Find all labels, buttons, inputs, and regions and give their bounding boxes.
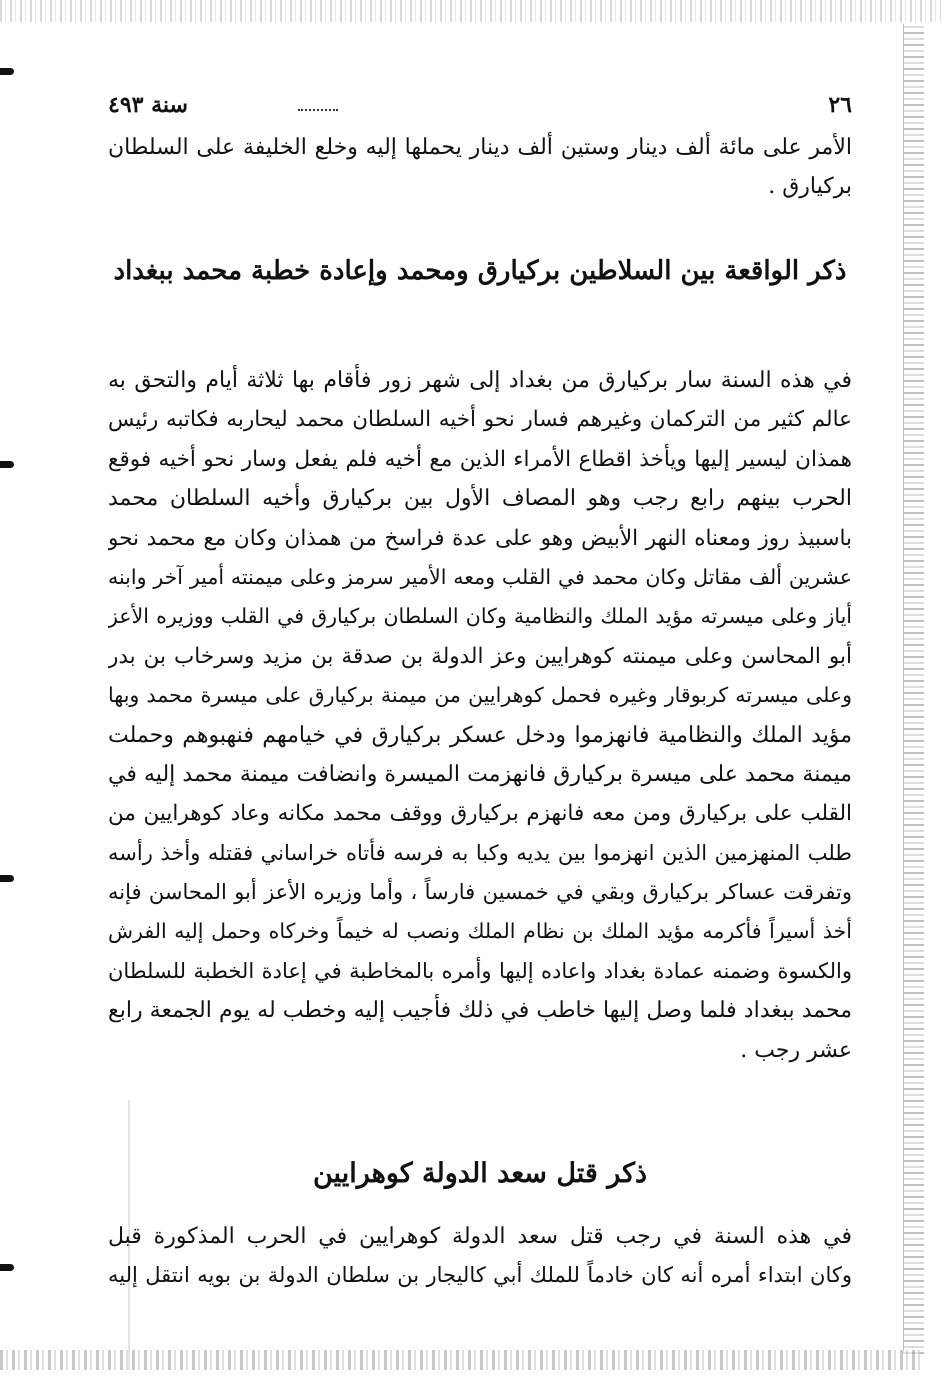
text-line: عشر رجب . xyxy=(740,1037,852,1063)
running-head-year: سنة ٤٩٣ xyxy=(108,92,188,118)
intro-paragraph xyxy=(108,128,852,207)
text-line: ميمنة محمد على ميسرة بركيارق فانهزمت الميسرة وانضافت ميمنة محمد إليه في xyxy=(108,761,852,787)
text-line: الحرب بينهم رابع رجب وهو المصاف الأول بين بركيارق وأخيه السلطان محمد xyxy=(108,486,852,512)
section-paragraph xyxy=(108,361,852,1070)
text-line: القلب على بركيارق ومن معه فانهزم بركيارق ووقف محمد مكانه وعاد كوهرايين من xyxy=(108,801,852,827)
text-line: وكان ابتداء أمره أنه كان خادماً للملك أبي كاليجار بن سلطان الدولة بن بويه انتقل إليه xyxy=(108,1263,852,1288)
page-header xyxy=(108,92,852,122)
text-line: وتفرقت عساكر بركيارق وبقي في خمسين فارساً ، وأما وزيره الأعز أبو المحاسن فإنه xyxy=(108,880,852,905)
text-line: مؤيد الملك والنظامية فانهزموا ودخل عسكر بركيارق في خيامهم فنهبوهم وحملت xyxy=(108,722,852,748)
right-border-ornament xyxy=(904,24,924,1354)
text-line: في هذه السنة في رجب قتل سعد الدولة كوهرايين في الحرب المذكورة قبل xyxy=(108,1224,852,1249)
page-number: ٢٦ xyxy=(828,92,852,118)
text-line: بركيارق . xyxy=(768,174,852,200)
text-line: أخذ أسيراً فأكرمه مؤيد الملك بن نظام الملك ونصب له خيماً وخركاه وحمل إليه الفرش xyxy=(108,919,852,944)
text-line: عشرين ألف مقاتل وكان محمد في القلب ومعه الأمير سرمز وعلى ميمنته أمير آخر وابنه xyxy=(108,564,852,589)
section-heading: ذكر الواقعة بين السلاطين بركيارق ومحمد وإعادة خطبة محمد ببغداد xyxy=(113,256,847,286)
text-line: همذان ليسير إليها ويأخذ اقطاع الأمراء الذين مع أخيه فلم يفعل وسار نحو أخيه فوقع xyxy=(108,446,852,472)
right-border-rule xyxy=(903,24,904,1354)
header-dotted-leader xyxy=(298,109,338,111)
text-line: والكسوة وضمنه عمادة بغداد واعاده إليها وأمره بالمخاطبة في إعادة الخطبة للسلطان xyxy=(108,958,852,983)
text-line: وعلى ميسرته كربوقار وغيره فحمل كوهرايين من ميمنة بركيارق على ميسرة محمد وبها xyxy=(108,683,852,708)
bottom-border-ornament xyxy=(0,1350,920,1370)
text-line: عالم كثير من التركمان وغيرهم فسار نحو أخيه السلطان محمد ليحاربه فكاتبه رئيس xyxy=(108,407,852,433)
margin-binding-mark xyxy=(0,875,14,882)
section-heading: ذكر قتل سعد الدولة كوهرايين xyxy=(313,1158,647,1189)
margin-binding-mark xyxy=(0,461,14,468)
text-line: الأمر على مائة ألف دينار وستين ألف دينار يحملها إليه وخلع الخليفة على السلطان xyxy=(108,135,852,160)
text-line: أياز وعلى ميسرته مؤيد الملك والنظامية وكان السلطان بركيارق في القلب ووزيره الأعز xyxy=(108,604,852,629)
text-line: باسبيذ روز ومعناه النهر الأبيض وهو على عدة فراسخ من همذان وكان مع محمد نحو xyxy=(108,525,852,551)
text-line: في هذه السنة سار بركيارق من بغداد إلى شهر زور فأقام بها ثلاثة أيام والتحق به xyxy=(108,368,852,393)
text-line: طلب المنهزمين الذين انهزموا بين يديه وكبا به فرسه فأتاه خراساني فقتله وأخذ رأسه xyxy=(108,840,852,865)
text-line: محمد ببغداد فلما وصل إليها خاطب في ذلك فأجيب إليه وخطب له يوم الجمعة رابع xyxy=(108,998,852,1024)
section-paragraph xyxy=(108,1217,852,1296)
margin-binding-mark xyxy=(0,68,14,75)
margin-binding-mark xyxy=(0,1264,14,1271)
text-line: أبو المحاسن وعلى ميمنته كوهرايين وعز الدولة بن صدقة بن مزيد وسرخاب بن بدر xyxy=(108,643,852,669)
top-border-ornament xyxy=(0,0,941,22)
